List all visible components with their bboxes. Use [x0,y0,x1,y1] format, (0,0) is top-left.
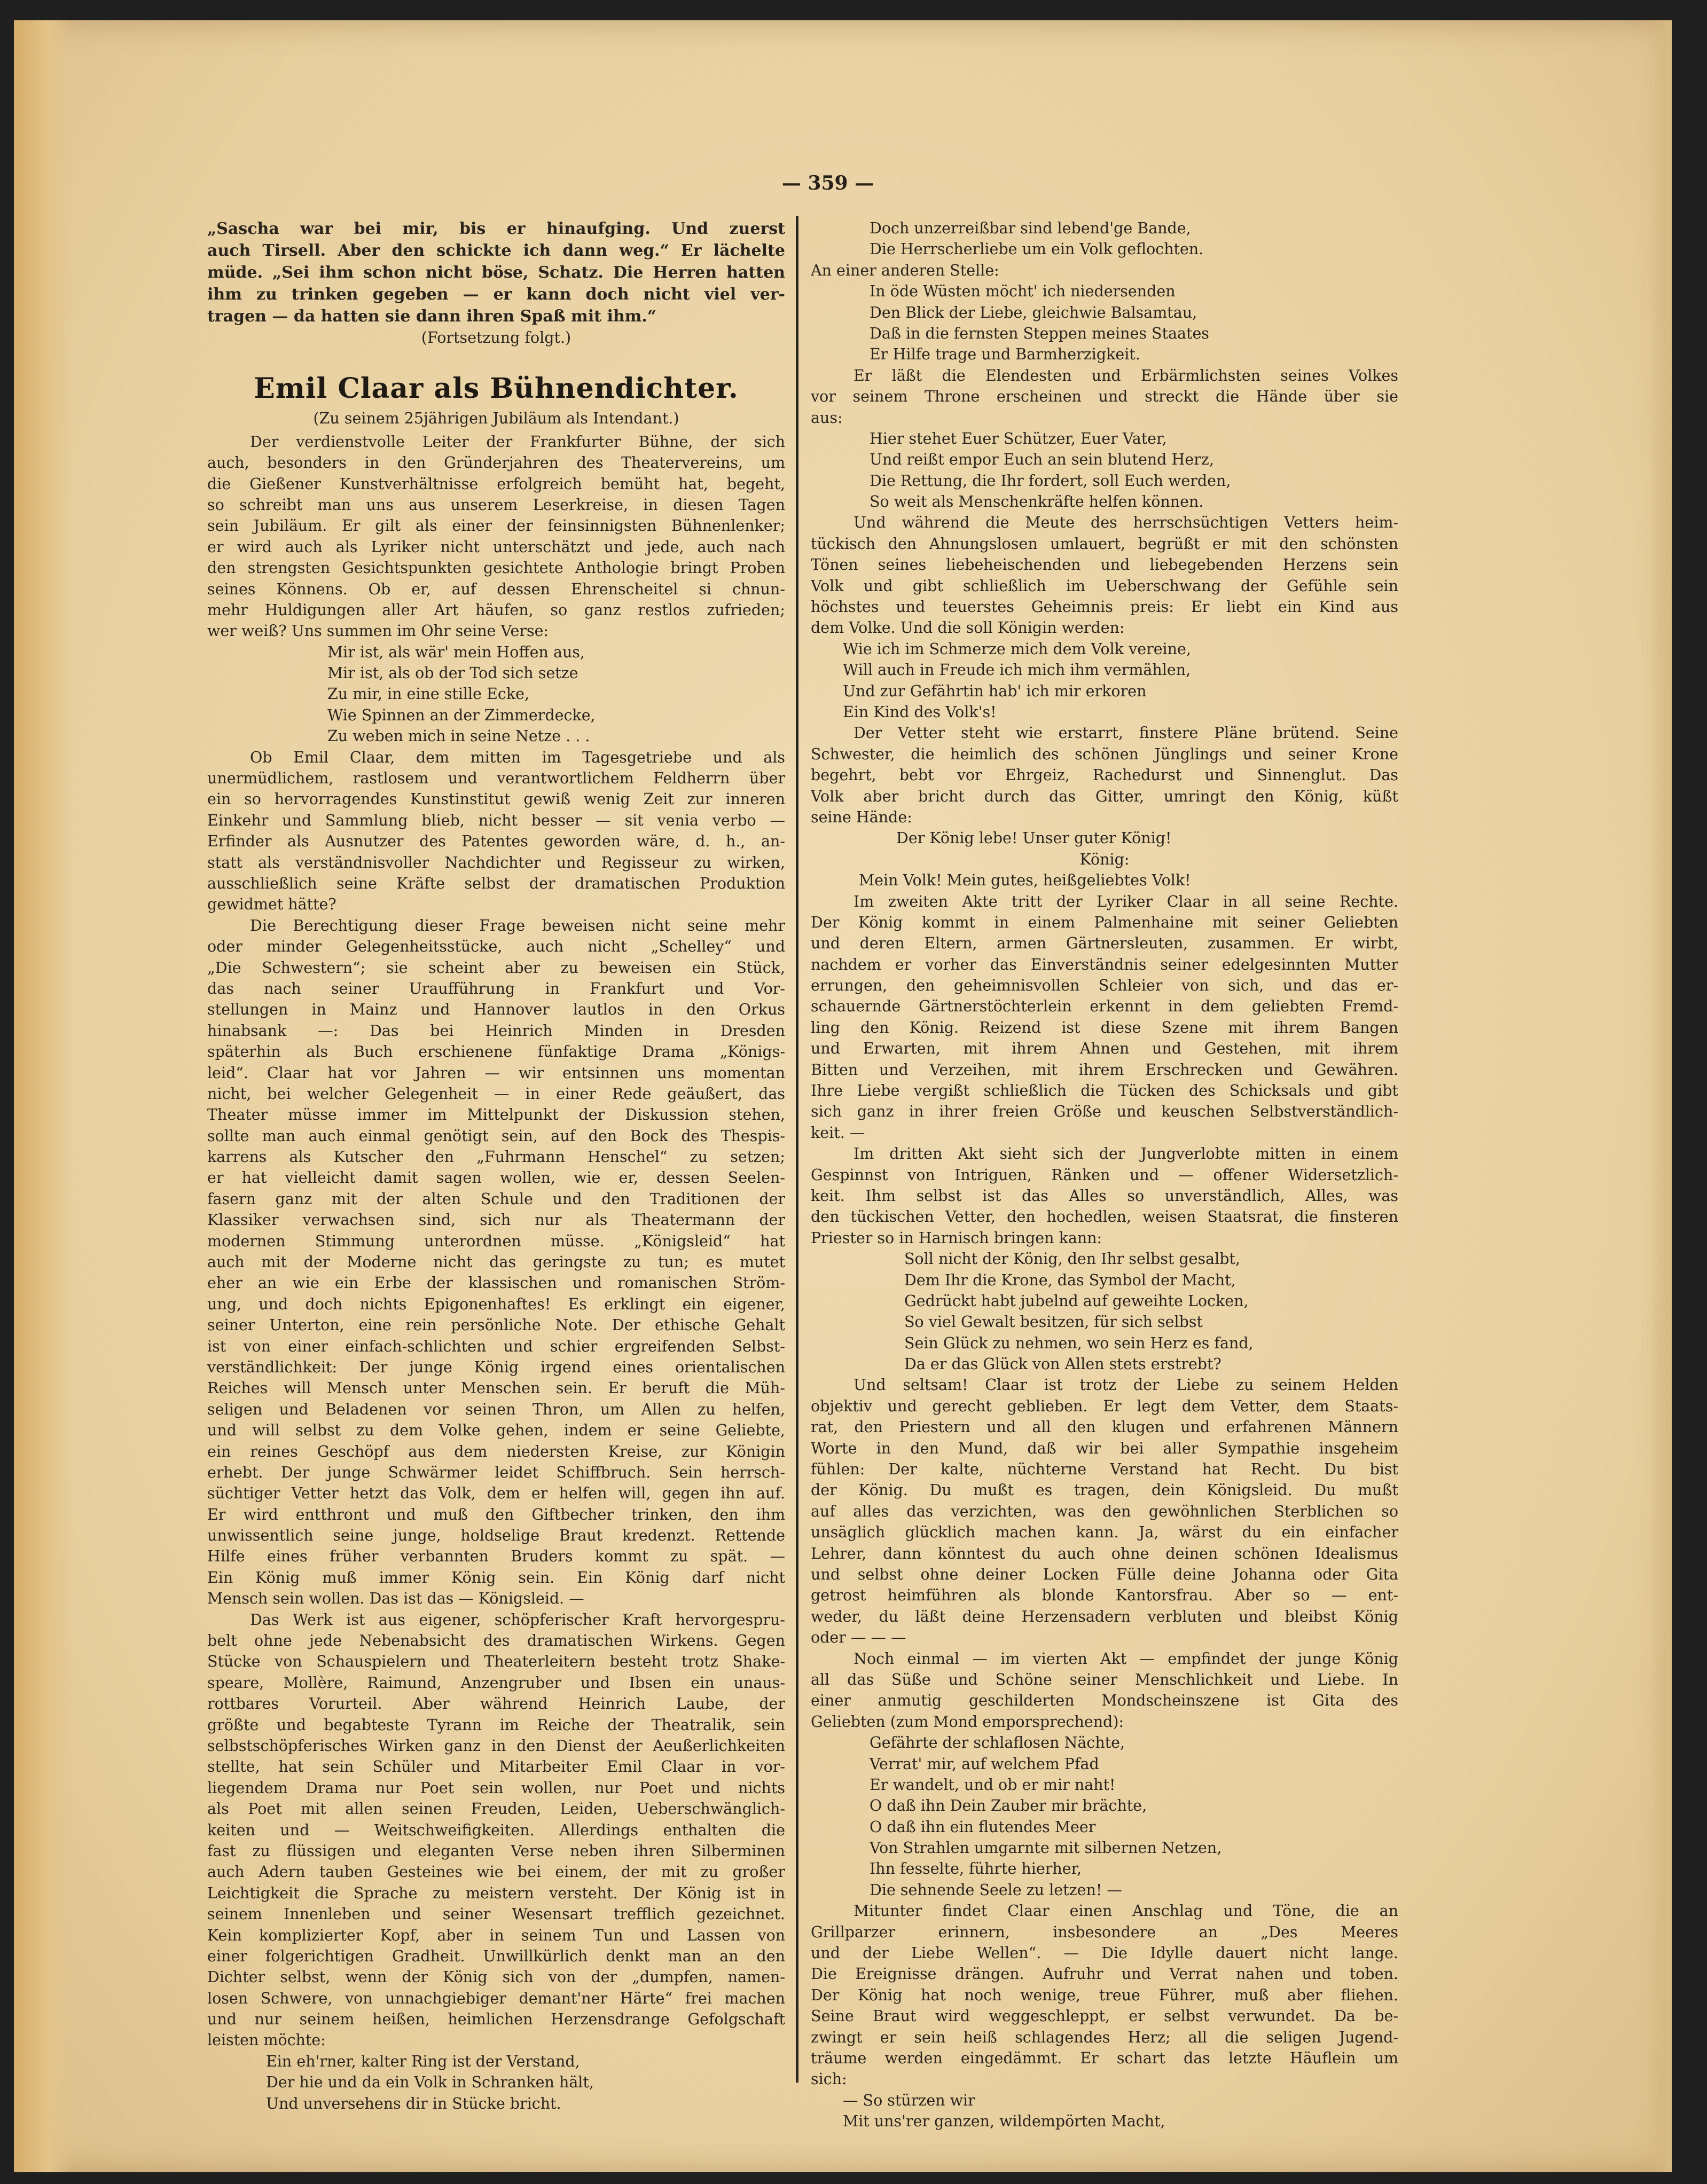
text-line: selbstschöpferisches Wirken ganz in den Dienst der Aeußerlichkeiten [207,1737,785,1755]
text-line: Und während die Meute des herrschsüchtigen Vetters heim- [854,514,1398,532]
text-line: Ihre Liebe vergißt schließlich die Tücken des Schicksals und gibt [811,1082,1398,1100]
text-line: höchstes und teuerstes Geheimnis preis: Er liebt ein Kind aus [811,598,1398,616]
text-line: und deren Eltern, armen Gärtnersleuten, zusammen. Er wirbt, [811,934,1398,953]
verse-block [811,428,1398,513]
text-line: der König. Du mußt es tragen, dein Königsleid. Du mußt [811,1481,1398,1499]
text-line: Tönen seines liebeheischenden und liebegebenden Herzens sein [811,556,1398,574]
text-line: rat, den Priestern und all den klugen und erfahrenen Männern [811,1418,1398,1436]
text-line: sollte man auch einmal genötigt sein, auf den Bock des Thespis- [207,1127,785,1145]
verse-line: Ihn fesselte, führte hierher, [870,1860,1082,1878]
text-line: ausschließlich seine Kräfte selbst der dramatischen Produktion [207,874,785,892]
verse-line: O daß ihn Dein Zauber mir brächte, [870,1797,1147,1815]
continuation-note: (Fortsetzung folgt.) [421,329,571,347]
text-line: Erfinder als Ausnutzer des Patentes geworden wäre, d. h., an- [207,832,785,851]
text-line: Gespinnst von Intriguen, Ränken und — offener Widersetzlich- [811,1166,1398,1184]
text-line: Einkehr und Sammlung blieb, nicht besser — sit venia verbo — [207,811,785,829]
text-line: tragen — da hatten sie dann ihren Spaß mit ihm.“ [207,307,657,326]
text-line: sein Jubiläum. Er gilt als einer der feinsinnigsten Bühnenlenker; [207,517,785,535]
text-line: auch Tirsell. Aber den schickte ich dann weg.“ Er lächelte [207,241,785,260]
verse-line: Wie Spinnen an der Zimmerdecke, [327,706,596,724]
verse-line: Sein Glück zu nehmen, wo sein Herz es fand, [904,1334,1254,1352]
verse-block [811,2090,1398,2132]
text-line: ihm zu trinken gegeben — er kann doch nicht viel ver- [207,285,785,304]
paragraph [207,747,785,915]
text-line: keiten und — Weitschweifigkeiten. Allerdings enthalten die [207,1821,785,1839]
text-line: er hat vielleicht damit sagen wollen, wie er, dessen Seelen- [207,1169,785,1187]
text-line: Volk aber bricht durch das Gitter, umringt den König, küßt [811,787,1398,805]
text-line: Die Ereignisse drängen. Aufruhr und Verrat nahen und toben. [811,1965,1398,1983]
verse-line: Verrat' mir, auf welchem Pfad [870,1755,1099,1773]
text-line: fasern ganz mit der alten Schule und den Traditionen der [207,1190,785,1208]
text-line: und will selbst zu dem Volke gehen, indem er seine Geliebte, [207,1421,785,1440]
text-line: An einer anderen Stelle: [811,261,999,279]
verse-block [811,1732,1398,1900]
verse-block [207,642,785,747]
text-line: wer weiß? Uns summen im Ohr seine Verse: [207,622,549,640]
paragraph [811,1900,1398,2090]
text-line: so schreibt man uns aus unserem Leserkreise, in diesen Tagen [207,496,785,514]
text-line: getrost heimführen als blonde Kantorsfrau. Aber so — ent- [811,1586,1398,1605]
text-line: Noch einmal — im vierten Akt — empfindet der junge König [854,1649,1398,1668]
verse-line: Da er das Glück von Allen stets erstrebt? [904,1355,1221,1373]
text-line: Mitunter findet Claar einen Anschlag und Töne, die an [854,1902,1398,1920]
text-line: nicht, bei welcher Gelegenheit — in einer Rede geäußert, das [207,1085,785,1103]
verse-line: Die Rettung, die Ihr fordert, soll Euch werden, [870,472,1231,490]
verse-line: Doch unzerreißbar sind lebend'ge Bande, [870,219,1191,237]
text-line: auch Adern tauben Gesteines wie bei einem, der mit zu großer [207,1863,785,1881]
text-line: verständlichkeit: Der junge König irgend eines orientalischen [207,1358,785,1376]
text-line: stellungen in Mainz und Hannover lautlos in den Orkus [207,1001,785,1019]
text-line: späterhin als Buch erschienene fünfaktige Drama „Königs- [207,1043,785,1061]
verse-block [811,218,1398,260]
text-line: sich ganz in ihrer freien Größe und keuschen Selbstverständlich- [811,1103,1398,1121]
text-line: den tückischen Vetter, den hochedlen, weisen Staatsrat, die finsteren [811,1208,1398,1226]
verse-line: So viel Gewalt besitzen, für sich selbst [904,1313,1203,1331]
text-line: Die Berechtigung dieser Frage beweisen nicht seine mehr [250,916,785,934]
verse-line: Und unversehens dir in Stücke bricht. [266,2094,561,2112]
text-line: Er wird entthront und muß den Giftbecher trinken, den ihm [207,1505,785,1523]
text-line: schauernde Gärtnerstöchterlein erkennt in dem geliebten Fremd- [811,997,1398,1016]
paragraph [811,365,1398,428]
text-line: einer folgerichtigen Gradheit. Unwillkürlich denkt man an den [207,1947,785,1965]
verse-line: Mir ist, als ob der Tod sich setze [327,664,578,682]
text-line: objektiv und gerecht geblieben. Er legt dem Vetter, dem Staats- [811,1397,1398,1415]
text-line: auch, besonders in den Gründerjahren des Theatervereins, um [207,454,785,472]
text-line: Seine Braut wird weggeschleppt, er selbst verwundet. Da be- [811,2007,1398,2025]
text-line: oder minder Gelegenheitsstücke, auch nicht „Schelley“ und [207,938,785,956]
left-column [207,218,785,2114]
text-line: Der König hat noch wenige, treue Führer, muß aber fliehen. [811,1986,1398,2004]
text-line: all das Süße und Schöne seiner Menschlichkeit und Liebe. In [811,1670,1398,1688]
text-line: und nur seinem heißen, heimlichen Herzensdrange Gefolgschaft [207,2010,785,2029]
text-line: Er läßt die Elendesten und Erbärmlichsten seines Volkes [854,366,1398,384]
verse-line: Dem Ihr die Krone, das Symbol der Macht, [904,1271,1236,1289]
text-line: erhebt. Der junge Schwärmer leidet Schiffbruch. Sein herrsch- [207,1463,785,1481]
text-line: und selbst ohne deiner Locken Fülle deine Johanna oder Gita [811,1566,1398,1583]
text-line: unsäglich glücklich machen kann. Ja, wärst du ein einfacher [811,1523,1398,1542]
text-line: vor seinem Throne erscheinen und streckt die Hände über sie [811,388,1398,406]
text-line: modernen Stimmung unterordnen müsse. „Königsleid“ hat [207,1232,785,1250]
verse-line: Mir ist, als wär' mein Hoffen aus, [327,643,585,661]
text-line: leisten möchte: [207,2031,326,2049]
paragraph [811,1374,1398,1648]
text-line: Und seltsam! Claar ist trotz der Liebe zu seinem Helden [854,1376,1398,1394]
verse-line: Gedrückt habt jubelnd auf geweihte Locken, [904,1292,1249,1310]
text-line: Ein König muß immer König sein. Ein König darf nicht [207,1568,785,1586]
verse-line: Den Blick der Liebe, gleichwie Balsamtau, [870,303,1197,321]
text-line: leid“. Claar hat vor Jahren — wir entsinnen uns momentan [207,1064,785,1082]
verse-line: Von Strahlen umgarnte mit silbernen Netzen, [870,1839,1222,1857]
text-line: errungen, den geheimnisvollen Schleier von sich, und das er- [811,977,1398,995]
verse-line: Ein eh'rner, kalter Ring ist der Verstand, [266,2052,580,2070]
text-line: „Sascha war bei mir, bis er hinaufging. Und zuerst [207,219,785,238]
article-title: Emil Claar als Bühnendichter. [254,372,739,405]
paragraph [207,431,785,642]
text-line: seines Könnens. Ob er, auf dessen Ehrenscheitel si chnun- [207,580,785,598]
right-column [811,218,1398,2132]
text-line: Priester so in Harnisch bringen kann: [811,1229,1102,1247]
text-line: müde. „Sei ihm schon nicht böse, Schatz. Die Herren hatten [207,263,785,282]
text-line: hinabsank —: Das bei Heinrich Minden in Dresden [207,1022,785,1040]
text-line: Im dritten Akt sieht sich der Jungverlobte mitten in einem [854,1145,1398,1163]
text-line: tückisch den Ahnungslosen umlauert, begrüßt er mit den schönsten [811,535,1398,553]
text-line: begehrt, bebt vor Ehrgeiz, Rachedurst und Sinnenglut. Das [811,766,1398,784]
verse-line: Soll nicht der König, den Ihr selbst gesalbt, [904,1250,1240,1268]
verse-line: Will auch in Freude ich mich ihm vermählen, [843,661,1191,679]
verse-line: Die sehnende Seele zu letzen! — [870,1881,1122,1899]
page-edge-shadow [1650,20,1672,2172]
text-line: stellte, hat sein Schüler und Mitarbeiter Emil Claar in vor- [207,1758,785,1776]
paragraph [811,512,1398,638]
binding-edge [14,20,73,2172]
article-subtitle: (Zu seinem 25jährigen Jubiläum als Intendant.) [313,410,679,428]
text-line: rottbares Vorurteil. Aber während Heinrich Laube, der [207,1695,785,1713]
text-line: Klassiker verwachsen sind, sich nur als Theatermann der [207,1211,785,1229]
text-line: Im zweiten Akte tritt der Lyriker Claar in all seine Rechte. [854,892,1398,910]
text-line: keit. Ihm selbst ist das Alles so unverständlich, Alles, was [811,1187,1398,1205]
text-line: statt als verständnisvoller Nachdichter und Regisseur zu wirken, [207,853,785,871]
verse-line: — So stürzen wir [843,2091,975,2109]
verse-line: Zu weben mich in seine Netze . . . [327,727,590,745]
paragraph [811,722,1398,828]
text-line: Stücke von Schauspielern und Theaterleitern besteht trotz Shake- [207,1653,785,1671]
text-line: Der Vetter steht wie erstarrt, finstere Pläne brütend. Seine [854,724,1398,742]
text-line: Reiches will Mensch unter Menschen sein. Er beruft die Müh- [207,1379,785,1397]
text-line: Mensch sein wollen. Das ist das — Königsleid. — [207,1590,584,1608]
text-line: weder, du läßt deine Herzensadern verbluten und bleibst König [811,1607,1398,1625]
text-line: Lehrer, dann könntest du auch ohne deinen schönen Idealismus [811,1544,1398,1562]
verse-line: Mit uns'rer ganzen, wildempörten Macht, [843,2112,1165,2131]
text-line: unermüdlichem, rastlosem und verantwortlichem Feldherrn über [207,769,785,788]
verse-line: Hier stehet Euer Schützer, Euer Vater, [870,429,1167,447]
text-line: Geliebten (zum Mond emporsprechend): [811,1712,1124,1731]
text-line: Schwester, die heimlich des schönen Jünglings und seiner Krone [811,745,1398,763]
text-line: ist von einer einfach-schlichten und schier ergreifenden Selbst- [207,1337,785,1355]
text-line: seine Hände: [811,808,912,826]
text-line: Hilfe eines früher verbannten Bruders kommt zu spät. — [207,1547,785,1566]
verse-line: Gefährte der schlaflosen Nächte, [870,1734,1125,1752]
text-line: ung, und doch nichts Epigonenhaftes! Es erklingt ein eigener, [207,1295,785,1313]
text-line: den strengsten Gesichtspunkten gesichtete Anthologie bringt Proben [207,559,785,577]
text-line: als Poet mit allen seinen Freuden, Leiden, Ueberschwänglich- [207,1800,785,1818]
page-number: — 359 — [781,172,874,194]
text-line: karrens als Kutscher den „Fuhrmann Henschel“ zu setzen; [207,1148,785,1166]
text-line: aus: [811,408,843,427]
text-line: keit. — [811,1124,865,1142]
text-line: seiner Unterton, eine rein persönliche Note. Der ethische Gehalt [207,1316,785,1334]
verse-line: Der König lebe! Unser guter König! [896,829,1172,847]
text-line: seligen und Beladenen vor seinen Thron, um Allen zu helfen, [207,1400,785,1418]
text-line: einer anmutig geschilderten Mondscheinszene ist Gita des [811,1692,1398,1710]
text-line: Ob Emil Claar, dem mitten im Tagesgetriebe und als [250,748,785,766]
text-line: Worte in den Mund, daß wir bei aller Sympathie insgeheim [811,1439,1398,1457]
text-line: Kein komplizierter Kopf, aber in seinem Tun und Lassen von [207,1926,785,1944]
paragraph [811,1648,1398,1733]
text-line: ein so hervorragendes Kunstinstitut gewiß wenig Zeit zur inneren [207,790,785,808]
text-line: „Die Schwestern“; sie scheint aber zu beweisen ein Stück, [207,959,785,977]
text-line: er wird auch als Lyriker nicht unterschätzt und jede, auch nach [207,538,785,556]
text-line: Dichter selbst, wenn der König sich von der „dumpfen, namen- [207,1968,785,1986]
verse-block [207,2051,785,2114]
text-line: Leichtigkeit die Sprache zu meistern versteht. Der König ist in [207,1884,785,1902]
text-line: ein reines Geschöpf aus dem niedersten Kreise, zur Königin [207,1442,785,1460]
verse-line: In öde Wüsten möcht' ich niedersenden [870,282,1176,301]
verse-line: Wie ich im Schmerze mich dem Volk vereine, [843,640,1191,658]
verse-line: Ein Kind des Volk's! [843,703,997,721]
text-line: losen Schwere, von unnachgiebiger demant'ner Härte“ frei machen [207,1989,785,2007]
text-line: das nach seiner Uraufführung in Frankfurt und Vor- [207,979,785,997]
verse-line: Der hie und da ein Volk in Schranken hält, [266,2073,594,2092]
text-line: mehr Huldigungen aller Art häufen, so ganz restlos zufrieden; [207,601,785,619]
verse-line: Und zur Gefährtin hab' ich mir erkoren [843,682,1147,700]
text-line: Volk und gibt schließlich im Ueberschwang der Gefühle sein [811,577,1398,595]
verse-block [811,281,1398,365]
text-line: zwingt er sein heiß schlagendes Herz; all die seligen Jugend- [811,2028,1398,2046]
verse-line: Daß in die fernsten Steppen meines Staates [870,324,1209,342]
text-line: fühlen: Der kalte, nüchterne Verstand hat Recht. Du bist [811,1460,1398,1479]
column-rule [796,216,798,2083]
text-line: seinem Innenleben und seiner Wesensart trefflich gezeichnet. [207,1905,785,1923]
verse-line: Mein Volk! Mein gutes, heißgeliebtes Volk! [859,871,1191,890]
serial-story-ending [207,218,785,327]
verse-line: O daß ihn ein flutendes Meer [870,1818,1096,1836]
text-line: Grillparzer erinnern, insbesondere an „Des Meeres [811,1923,1398,1941]
text-line: liegendem Drama nur Poet sein wollen, nur Poet und nichts [207,1779,785,1797]
text-line: eher an wie ein Erbe der klassischen und romanischen Ström- [207,1274,785,1292]
verse-line: Zu mir, in eine stille Ecke, [327,685,530,703]
text-line: Der König kommt in einem Palmenhaine mit seiner Geliebten [811,913,1398,931]
text-line: Bitten und Verzeihen, mit ihrem Erschrecken und Gewähren. [811,1060,1398,1079]
verse-block [811,1248,1398,1374]
text-line: dem Volke. Und die soll Königin werden: [811,619,1125,637]
paragraph [207,1609,785,2051]
text-line: und Erwarten, mit ihrem Ahnen und Gestehen, mit ihrem [811,1040,1398,1058]
text-line: träume werden eingedämmt. Er schart das letzte Häuflein um [811,2049,1398,2067]
text-line: größte und begabteste Tyrann im Reiche der Theatralik, sein [207,1716,785,1734]
speaker-label: König: [1079,850,1130,868]
text-line: ling den König. Reizend ist diese Szene mit ihrem Bangen [811,1018,1398,1036]
paragraph [811,1143,1398,1248]
text-line: sich: [811,2070,847,2088]
verse-line: Er wandelt, und ob er mir naht! [870,1776,1116,1794]
verse-line: Er Hilfe trage und Barmherzigkeit. [870,345,1140,364]
text-line: auch mit der Moderne nicht das geringste zu tun; es mutet [207,1253,785,1271]
text-line: auf alles das verzichten, was den gewöhnlichen Sterblichen so [811,1502,1398,1520]
text-line: und der Liebe Wellen“. — Die Idylle dauert nicht lange. [811,1944,1398,1962]
paragraph [811,891,1398,1144]
text-line: gewidmet hätte? [207,895,336,914]
verse-line: Und reißt empor Euch an sein blutend Herz, [870,451,1214,469]
text-line: unwissentlich seine junge, holdselige Braut kredenzt. Rettende [207,1527,785,1545]
text-line: speare, Mollère, Raimund, Anzengruber und Ibsen ein unaus- [207,1674,785,1692]
text-line: belt ohne jede Nebenabsicht des dramatischen Wirkens. Gegen [207,1632,785,1650]
text-line: Theater müsse immer im Mittelpunkt der Diskussion stehen, [207,1106,785,1124]
text-line: fast zu flüssigen und eleganten Verse neben ihren Silberminen [207,1842,785,1860]
text-line: süchtiger Vetter hetzt das Volk, dem er helfen will, gegen ihn auf. [207,1484,785,1503]
verse-block [811,639,1398,723]
text-line: oder — — — [811,1629,906,1647]
verse-line: So weit als Menschenkräfte helfen können. [870,493,1204,511]
text-line: die Gießener Kunstverhältnisse erfolgreich bemüht hat, begeht, [207,475,785,493]
text-line: Das Werk ist aus eigener, schöpferischer Kraft hervorgespru- [250,1610,785,1629]
text-line: Der verdienstvolle Leiter der Frankfurter Bühne, der sich [250,433,785,451]
verse-line: Die Herrscherliebe um ein Volk geflochten. [870,240,1204,258]
paragraph [207,915,785,1609]
text-line: nachdem er vorher das Einverständnis seiner edelgesinnten Mutter [811,955,1398,973]
